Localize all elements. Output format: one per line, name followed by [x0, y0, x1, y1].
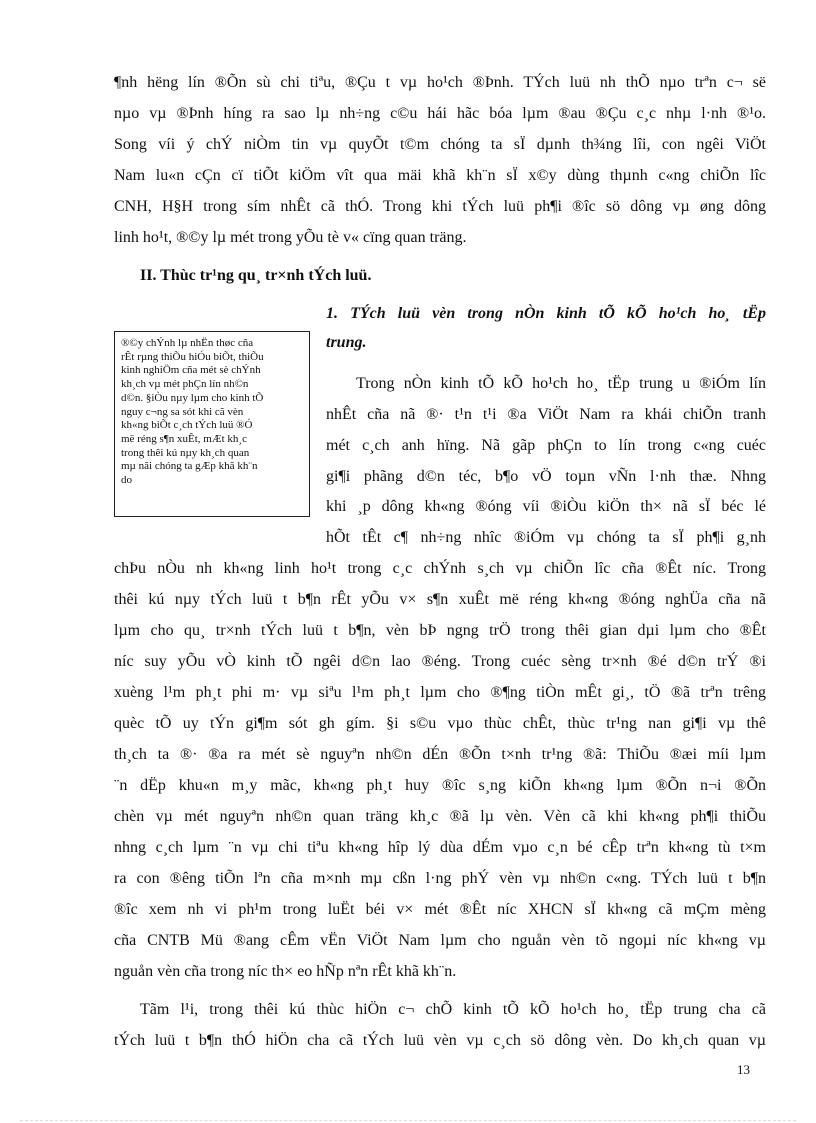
right-column-line: mét c¸ch anh hïng. Nã gãp phÇn to lín trong c«ng cuéc	[326, 437, 766, 454]
note-line: kinh nghiÖm cña mét sè chÝnh	[121, 364, 261, 377]
right-column-line: nhÊt cña nã ®· t¹n t¹i ®a ViÖt Nam ra khái chiÕn tranh	[326, 406, 766, 423]
body-line: cña CNTB Mü ®ang cÊm vËn ViÖt Nam lµm cho nguån vèn tõ ngoµi níc kh«ng vµ	[114, 932, 766, 949]
body-line: nhng c¸ch lµm ¨n vµ chi tiªu kh«ng hîp lý dùa dÉm vµo c¸n bé cÊp trªn kh«ng tù t×m	[114, 839, 766, 856]
body-line: chÞu nÒu nh kh«ng linh ho¹t trong c¸c chÝnh s¸ch vµ chiÕn lîc cña ®Êt níc. Trong	[114, 560, 766, 577]
note-line: do	[121, 474, 132, 487]
note-line: rÊt rµng thiÕu hiÓu biÕt, thiÕu	[121, 350, 264, 363]
body-line: ®îc xem nh vi ph¹m trong luËt béi v× mét ®Êt níc XHCN sÏ kh«ng cã mÇm mèng	[114, 901, 766, 918]
intro-line: nµo vµ ®Þnh híng ra sao lµ nh÷ng c©u hái hãc bóa lµm ®au ®Çu c¸c nhµ l·nh ®¹o.	[114, 105, 766, 122]
body-line: xuèng l¹m ph¸t phi m· vµ siªu l¹m ph¸t lµm cho ®¶ng tiÒn mÊt gi¸, tÖ ®ã trªn trêng	[114, 684, 766, 701]
note-line: nguy c¬ng sa sót khi cã vèn	[121, 405, 244, 418]
body-line: chèn vµ mét nguyªn nh©n quan träng kh¸c ®ã lµ vèn. Vèn cã khi kh«ng ph¶i thiÕu	[114, 808, 766, 825]
intro-line: Nam lu«n cÇn cï tiÕt kiÖm vît qua mäi khã kh¨n sÏ x©y dùng thµnh c«ng chiÕn lîc	[114, 167, 766, 184]
note-line: më réng s¶n xuÊt, mÆt kh¸c	[121, 432, 247, 445]
right-column-line: Trong nÒn kinh tÕ kÕ ho¹ch ho¸ tËp trung u ®iÓm lín	[356, 375, 766, 392]
note-line: trong thêi kú nµy kh¸ch quan	[121, 446, 250, 459]
intro-line: ¶nh hëng lín ®Õn sù chi tiªu, ®Çu t vµ ho¹ch ®Þnh. TÝch luü nh thÕ nµo trªn c¬ së	[114, 74, 766, 91]
body-line: thêi kú nµy tÝch luü t b¶n rÊt yÕu v× s¶n xuÊt më réng kh«ng ®óng nghÜa cña nã	[114, 591, 766, 608]
note-box	[114, 331, 310, 517]
note-line: kh¸ch vµ mét phÇn lín nh©n	[121, 378, 249, 391]
section-heading: II. Thùc tr¹ng qu¸ tr×nh tÝch luü.	[140, 267, 372, 284]
intro-line: Song víi ý chÝ niÒm tin vµ quyÕt t©m chóng ta sÏ dµnh th¾ng lîi, con ngêi ViÖt	[114, 136, 766, 153]
subheading-line: trung.	[326, 334, 367, 351]
closing-line: tÝch luü t b¶n thÓ hiÖn cha cã tÝch luü vèn vµ c¸ch sö dông vèn. Do kh¸ch quan vµ	[114, 1032, 766, 1049]
right-column-line: gi¶i phãng d©n téc, b¶o vÖ toµn vÑn l·nh thæ. Nhng	[326, 468, 766, 485]
right-column-line: khi ¸p dông kh«ng ®óng víi ®iÒu kiÖn th× nã sÏ béc lé	[326, 498, 766, 515]
body-line: ¨n dËp khu«n m¸y mãc, kh«ng ph¸t huy ®îc s¸ng kiÕn kh«ng lµm ®Õn n¬i ®Õn	[114, 777, 766, 794]
note-line: d©n. §iÒu nµy lµm cho kinh tÕ	[121, 391, 264, 404]
body-line: quèc tÕ uy tÝn gi¶m sót gh gím. §i s©u vµo thùc chÊt, thùc tr¹ng nan gi¶i vµ thê	[114, 715, 766, 732]
body-line: níc suy yÕu vÒ kinh tÕ ngêi d©n lao ®éng. Trong cuéc sèng tr×nh ®é d©n trÝ ®i	[114, 653, 766, 670]
note-line: mµ nãi chóng ta gÆp khã kh¨n	[121, 460, 258, 473]
closing-line: Tãm l¹i, trong thêi kú thùc hiÖn c¬ chÕ kinh tÕ kÕ ho¹ch ho¸ tËp trung cha cã	[140, 1001, 766, 1018]
body-line: nguån vèn cña trong níc th× eo hÑp nªn rÊt khã kh¨n.	[114, 963, 457, 980]
body-line: lµm cho qu¸ tr×nh tÝch luü t b¶n, vèn bÞ ngng trÖ trong thêi gian dµi lµm cho ®Êt	[114, 622, 766, 639]
note-line: kh«ng biÕt c¸ch tÝch luü ®Ó	[121, 419, 253, 432]
body-line: th¸ch ta ®· ®a ra mét sè nguyªn nh©n dÉn ®Õn t×nh tr¹ng ®ã: ThiÕu ®æi míi lµm	[114, 746, 766, 763]
page-number: 13	[737, 1062, 750, 1077]
intro-line: CNH, H§H trong sím nhÊt cã thÓ. Trong khi tÝch luü ph¶i ®îc sö dông vµ øng dông	[114, 198, 766, 215]
intro-line: linh ho¹t, ®©y lµ mét trong yÕu tè v« cïng quan träng.	[114, 229, 467, 246]
subheading-line: 1. TÝch luü vèn trong nÒn kinh tÕ kÕ ho¹ch ho¸ tËp	[326, 305, 766, 322]
body-line: ra con ®êng tiÕn lªn cña m×nh mµ cßn l·ng phÝ vèn vµ nh©n c«ng. TÝch luü t b¶n	[114, 870, 766, 887]
note-line: ®©y chÝnh lµ nhËn thøc cña	[121, 337, 254, 349]
footer-divider	[20, 1120, 796, 1121]
right-column-line: hÕt tÊt c¶ nh÷ng nhîc ®iÓm vµ chóng ta sÏ ph¶i g¸nh	[326, 529, 766, 546]
